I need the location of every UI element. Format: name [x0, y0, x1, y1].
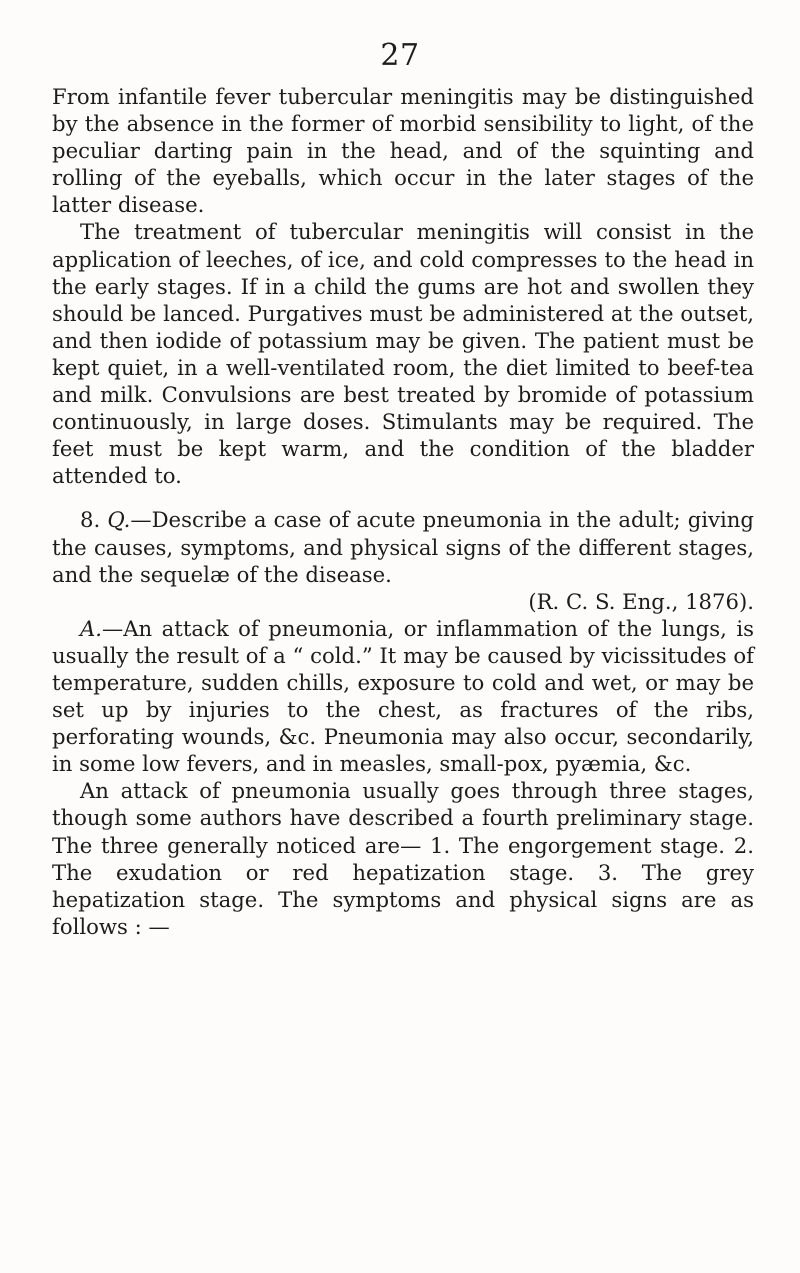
question-number: 8.: [80, 507, 101, 533]
page-number: 27: [380, 38, 420, 73]
question-paragraph: [52, 506, 754, 587]
answer-paragraph: [52, 615, 754, 778]
section-gap: [52, 489, 754, 506]
answer-stages-intro: [52, 777, 754, 940]
question-citation: (R. C. S. Eng., 1876).: [528, 588, 754, 614]
answer-closing: The symptoms and physical signs are as follows : —: [52, 886, 754, 939]
answer-label: A.: [80, 615, 103, 641]
answer-text: —An attack of pneumonia, or inflammation of the lungs, is usually the result of a “ cold.” It may be caused by vicissitudes of temperature, sudden chills, exposure to cold and wet, or may be set up by injuries to the chest, as fractures of the ribs, perforating wounds, &c. Pneumonia may also occur, secondarily, in some low fevers, and in measles, small-pox, pyæmia, &c.: [52, 615, 754, 777]
question-text: —Describe a case of acute pneumonia in the adult; giving the causes, symptoms, and physical signs of the different stages, and the sequelæ of the disease.: [52, 507, 754, 587]
answer-stages-list: 1. The engorgement stage. 2. The exudation or red hepatization stage. 3. The grey hepatization stage.: [52, 832, 754, 912]
body-text: [52, 83, 754, 940]
question-label: Q.: [107, 507, 131, 533]
answer-stages-intro-text: An attack of pneumonia usually goes through three stages, though some authors have described a fourth preliminary stage. The three generally noticed are—: [52, 778, 754, 858]
paragraph-differential-diagnosis: From infantile fever tubercular meningitis may be distinguished by the absence in the former of morbid sensibility to light, of the peculiar darting pain in the head, and of the squinting and rolling of the eyeballs, which occur in the later stages of the latter disease.: [52, 84, 754, 218]
paragraph-treatment: The treatment of tubercular meningitis will consist in the application of leeches, of ice, and cold compresses to the head in the early stages. If in a child the gums are hot and swollen they should be lanced. Purgatives must be administered at the outset, and then iodide of potassium may be given. The patient must be kept quiet, in a well-ventilated room, the diet limited to beef-tea and milk. Convulsions are best treated by bromide of potassium continuously, in large doses. Stimulants may be required. The feet must be kept warm, and the condition of the bladder attended to.: [52, 219, 754, 489]
